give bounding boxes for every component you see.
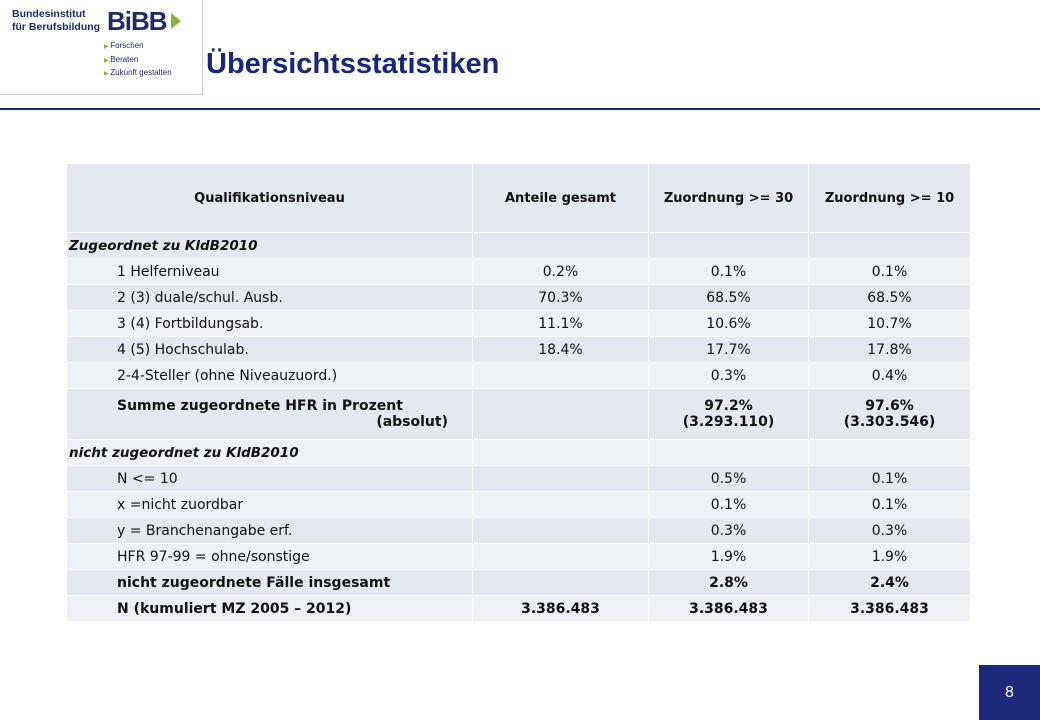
section-row-assigned bbox=[67, 233, 971, 259]
sum-label-line1: Summe zugeordnete HFR in Prozent bbox=[117, 398, 403, 414]
row-label: N (kumuliert MZ 2005 – 2012) bbox=[67, 596, 473, 622]
cell-z10 bbox=[809, 389, 971, 440]
row-label: HFR 97-99 = ohne/sonstige bbox=[67, 544, 473, 570]
cell-z10: 2.4% bbox=[809, 570, 971, 596]
n-row bbox=[67, 596, 971, 622]
logo-institute-line2: für Berufsbildung bbox=[12, 21, 101, 33]
empty-cell bbox=[473, 233, 649, 259]
table-row bbox=[67, 311, 971, 337]
sum-z10-absolute: (3.303.546) bbox=[843, 414, 936, 430]
cell-anteile bbox=[473, 389, 649, 440]
row-label: 4 (5) Hochschulab. bbox=[67, 337, 473, 363]
cell-anteile bbox=[473, 492, 649, 518]
empty-cell bbox=[649, 233, 809, 259]
cell-z30: 17.7% bbox=[649, 337, 809, 363]
cell-z30: 10.6% bbox=[649, 311, 809, 337]
cell-z30: 3.386.483 bbox=[649, 596, 809, 622]
sum-z30-absolute: (3.293.110) bbox=[682, 414, 775, 430]
row-label: nicht zugeordnete Fälle insgesamt bbox=[67, 570, 473, 596]
total-unassigned-row bbox=[67, 570, 971, 596]
page-title: Übersichtsstatistiken bbox=[206, 48, 500, 80]
cell-anteile bbox=[473, 544, 649, 570]
sum-z10-percent: 97.6% bbox=[865, 398, 914, 414]
empty-cell bbox=[473, 440, 649, 466]
table-row bbox=[67, 285, 971, 311]
section-label: Zugeordnet zu KldB2010 bbox=[67, 233, 473, 259]
table-row bbox=[67, 363, 971, 389]
logo-institute-name bbox=[12, 8, 100, 34]
header-qualifikationsniveau: Qualifikationsniveau bbox=[67, 164, 473, 233]
cell-anteile: 70.3% bbox=[473, 285, 649, 311]
cell-z10: 3.386.483 bbox=[809, 596, 971, 622]
cell-z30: 68.5% bbox=[649, 285, 809, 311]
cell-anteile: 0.2% bbox=[473, 259, 649, 285]
cell-z10: 0.4% bbox=[809, 363, 971, 389]
logo-taglines bbox=[104, 40, 172, 81]
cell-z30: 2.8% bbox=[649, 570, 809, 596]
table-row bbox=[67, 544, 971, 570]
cell-anteile bbox=[473, 570, 649, 596]
cell-anteile: 18.4% bbox=[473, 337, 649, 363]
table-row bbox=[67, 492, 971, 518]
cell-z10: 68.5% bbox=[809, 285, 971, 311]
cell-z30: 0.5% bbox=[649, 466, 809, 492]
cell-z30 bbox=[649, 389, 809, 440]
row-label: x =nicht zuordbar bbox=[67, 492, 473, 518]
logo-triangle-icon bbox=[171, 13, 181, 29]
section-label: nicht zugeordnet zu KldB2010 bbox=[67, 440, 473, 466]
cell-anteile: 3.386.483 bbox=[473, 596, 649, 622]
header-zuordnung-10: Zuordnung >= 10 bbox=[809, 164, 971, 233]
title-divider bbox=[0, 108, 1040, 110]
row-label: 2-4-Steller (ohne Niveauzuord.) bbox=[67, 363, 473, 389]
cell-anteile bbox=[473, 518, 649, 544]
row-label: 3 (4) Fortbildungsab. bbox=[67, 311, 473, 337]
row-label: N <= 10 bbox=[67, 466, 473, 492]
page-number-badge: 8 bbox=[979, 665, 1040, 720]
table-row bbox=[67, 337, 971, 363]
sum-row-label bbox=[67, 389, 473, 440]
cell-z30: 0.3% bbox=[649, 363, 809, 389]
cell-z10: 17.8% bbox=[809, 337, 971, 363]
cell-z10: 1.9% bbox=[809, 544, 971, 570]
table-header-row bbox=[67, 164, 971, 233]
cell-anteile bbox=[473, 466, 649, 492]
table-row bbox=[67, 259, 971, 285]
sum-z30-percent: 97.2% bbox=[704, 398, 753, 414]
table-row bbox=[67, 518, 971, 544]
logo-tagline-3: ▶ Zukunft gestalten bbox=[104, 67, 172, 81]
table-row bbox=[67, 466, 971, 492]
cell-z10: 0.3% bbox=[809, 518, 971, 544]
cell-z30: 0.1% bbox=[649, 492, 809, 518]
cell-anteile: 11.1% bbox=[473, 311, 649, 337]
cell-anteile bbox=[473, 363, 649, 389]
bibb-logo bbox=[0, 0, 203, 95]
header-zuordnung-30: Zuordnung >= 30 bbox=[649, 164, 809, 233]
logo-mark: BiBB bbox=[107, 6, 167, 36]
row-label: y = Branchenangabe erf. bbox=[67, 518, 473, 544]
row-label: 2 (3) duale/schul. Ausb. bbox=[67, 285, 473, 311]
empty-cell bbox=[809, 440, 971, 466]
section-row-unassigned bbox=[67, 440, 971, 466]
row-label: 1 Helferniveau bbox=[67, 259, 473, 285]
cell-z30: 1.9% bbox=[649, 544, 809, 570]
logo-institute-line1: Bundesinstitut bbox=[12, 8, 86, 20]
cell-z10: 0.1% bbox=[809, 492, 971, 518]
cell-z10: 0.1% bbox=[809, 466, 971, 492]
statistics-table bbox=[66, 163, 971, 622]
logo-tagline-2: ▶ Beraten bbox=[104, 54, 172, 68]
empty-cell bbox=[809, 233, 971, 259]
logo-tagline-1: ▶ Forschen bbox=[104, 40, 172, 54]
header-anteile-gesamt: Anteile gesamt bbox=[473, 164, 649, 233]
cell-z30: 0.3% bbox=[649, 518, 809, 544]
sum-row bbox=[67, 389, 971, 440]
cell-z10: 10.7% bbox=[809, 311, 971, 337]
sum-label-line2: (absolut) bbox=[376, 414, 448, 430]
empty-cell bbox=[649, 440, 809, 466]
cell-z10: 0.1% bbox=[809, 259, 971, 285]
cell-z30: 0.1% bbox=[649, 259, 809, 285]
